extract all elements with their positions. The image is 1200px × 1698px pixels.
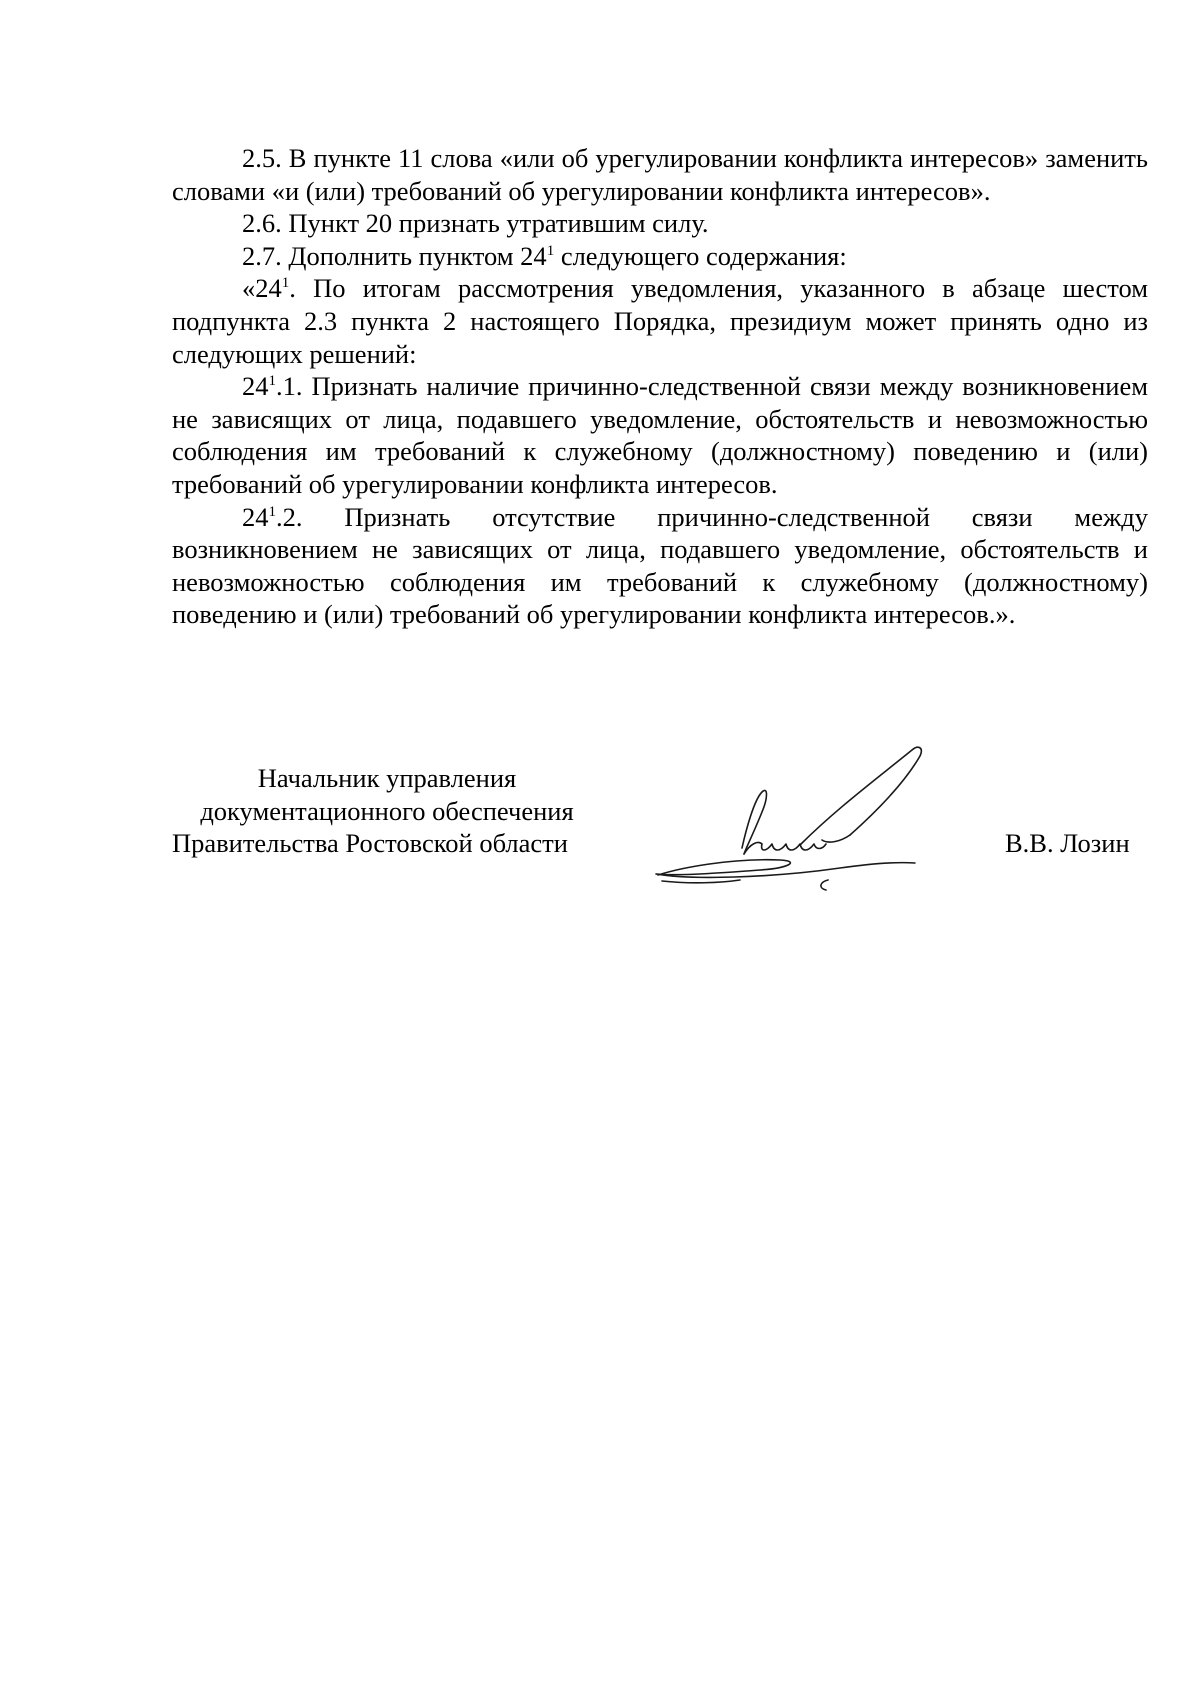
handwritten-signature-icon	[650, 740, 980, 900]
superscript: 1	[268, 373, 276, 390]
paragraph-2-5: 2.5. В пункте 11 слова «или об урегулировании конфликта интересов» заменить словами «и (или) требований об урегулировании конфликта интересов».	[172, 143, 1148, 206]
superscript: 1	[546, 242, 555, 259]
position-line-1: Начальник управления	[257, 763, 517, 793]
position-line-3: Правительства Ростовской области	[172, 828, 568, 859]
paragraph-text: следующего содержания:	[554, 240, 847, 271]
paragraph-text: 24	[242, 371, 269, 402]
paragraph-text: 24	[242, 501, 269, 532]
paragraph-text: «24	[242, 273, 282, 304]
document-body	[172, 142, 1148, 631]
position-line-2: документационного обеспечения	[200, 795, 574, 826]
paragraph-text: . По итогам рассмотрения уведомления, указанного в абзаце шестом подпункта 2.3 пункта 2 настоящего Порядка, президиум может принять одно из следующих решений:	[172, 273, 1148, 369]
superscript: 1	[281, 275, 290, 292]
signatory-name: В.В. Лозин	[1005, 828, 1130, 858]
signatory-position	[172, 762, 602, 860]
paragraph-text: .2. Признать отсутствие причинно-следственной связи между возникновением не зависящих от лица, подавшего уведомление, обстоятельств и невозможностью соблюдения им требований к служебному (должностному) поведению и (или) требований об урегулировании конфликта интересов.».	[172, 501, 1148, 630]
paragraph-24-1-2	[172, 501, 1148, 631]
paragraph-24-1-1	[172, 370, 1148, 500]
paragraph-text: .1. Признать наличие причинно-следственной связи между возникновением не зависящих от лица, подавшего уведомление, обстоятельств и невозможностью соблюдения им требований к служебному (должностному) поведению и (или) требований об урегулировании конфликта интересов.	[172, 371, 1148, 499]
paragraph-24-1	[172, 272, 1148, 370]
paragraph-2-7	[172, 240, 1148, 273]
superscript: 1	[268, 503, 276, 520]
paragraph-2-6: 2.6. Пункт 20 признать утратившим силу.	[242, 208, 709, 239]
paragraph-text: 2.7. Дополнить пунктом 24	[242, 240, 547, 271]
